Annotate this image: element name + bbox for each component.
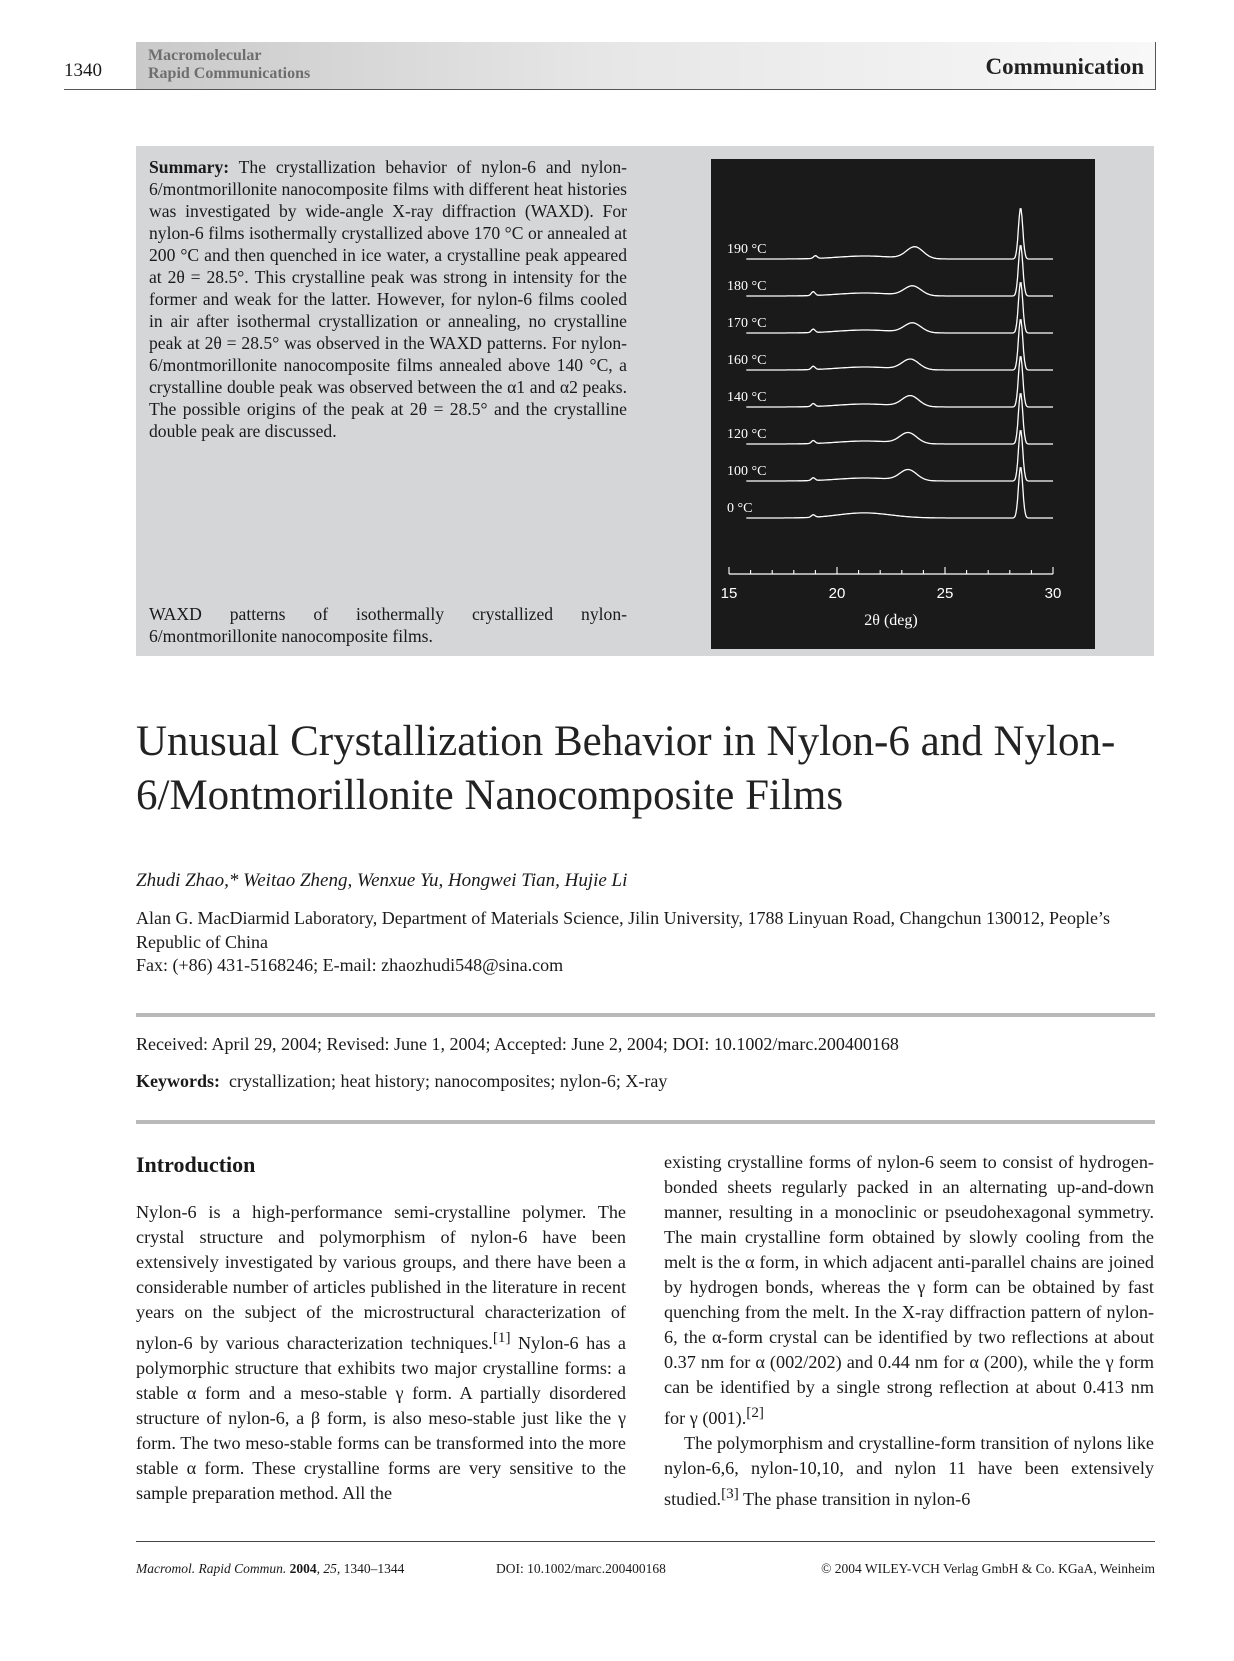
- article-title: Unusual Crystallization Behavior in Nylon-6 and Nylon-6/Montmorillonite Nanocomposite Films: [136, 718, 1116, 819]
- section-label: Communication: [985, 54, 1144, 79]
- header-rule: [64, 89, 1156, 90]
- reference-2: [2]: [746, 1404, 764, 1421]
- footer-journal: Macromol. Rapid Commun.: [136, 1561, 287, 1576]
- section-divider-bottom: [136, 1120, 1155, 1124]
- body-column-right: [664, 1150, 1154, 1512]
- reference-3: [3]: [721, 1485, 739, 1503]
- contact-line: Fax: (+86) 431-5168246; E-mail: zhaozhudi548@sina.com: [136, 955, 564, 975]
- journal-name: [148, 47, 310, 83]
- footer-doi: DOI: 10.1002/marc.200400168: [496, 1561, 666, 1576]
- series-label-7: 100 °C: [727, 464, 767, 479]
- section-divider-top: [136, 1013, 1155, 1017]
- header-edge-line: [1155, 42, 1156, 90]
- received-dates: Received: April 29, 2004; Revised: June 1, 2004; Accepted: June 2, 2004; DOI: 10.1002/marc.200400168: [136, 1034, 899, 1054]
- reference-1: [1]: [492, 1329, 511, 1346]
- paragraph-text: The polymorphism and crystalline-form transition of nylons like nylon-6,6, nylon-10,10, and nylon 11 have been extensively studied.: [664, 1433, 1154, 1510]
- series-line-8: [746, 468, 1053, 518]
- keywords-label: Keywords:: [136, 1071, 220, 1091]
- footer-copyright: © 2004 WILEY-VCH Verlag GmbH & Co. KGaA, Weinheim: [821, 1561, 1155, 1576]
- summary-box: [136, 146, 1154, 656]
- keywords-list: crystallization; heat history; nanocomposites; nylon-6; X-ray: [229, 1071, 668, 1091]
- x-tick-label-1: 15: [720, 585, 738, 602]
- introduction-heading: Introduction: [136, 1152, 256, 1177]
- paragraph-text: Nylon-6 has a polymorphic structure that exhibits two major crystalline forms: a stable α form and a meso-stable γ form. A partially disordered structure of nylon-6, a β form, is also meso-stable just like the γ form. The two meso-stable forms can be transformed into the more stable α form. These crystalline forms are very sensitive to the sample preparation method. All the: [136, 1333, 627, 1504]
- waxd-chart: [711, 159, 1095, 649]
- summary-text: [149, 156, 627, 442]
- footer-rule: [136, 1541, 1155, 1542]
- series-line-7: [746, 431, 1053, 481]
- series-label-6: 120 °C: [727, 427, 767, 442]
- x-tick-label-3: 25: [936, 585, 954, 602]
- summary-body: The crystallization behavior of nylon-6 and nylon-6/montmorillonite nanocomposite films with different heat histories was investigated by wide-angle X-ray diffraction (WAXD). For nylon-6 films isothermally crystallized above 170 °C or annealed at 200 °C and then quenched in ice water, a crystalline peak appeared at 2θ = 28.5°. This crystalline peak was strong in intensity for the former and weak for the latter. However, for nylon-6 films cooled in air after isothermal crystallization or annealing, no crystalline peak at 2θ = 28.5° was observed in the WAXD patterns. For nylon-6/montmorillonite nanocomposite films annealed above 140 °C, a crystalline double peak was observed between the α1 and α2 peaks. The possible origins of the peak at 2θ = 28.5° and the crystalline double peak are discussed.: [149, 157, 627, 441]
- series-label-1: 190 °C: [727, 242, 767, 257]
- paragraph-text: existing crystalline forms of nylon-6 seem to consist of hydrogen-bonded sheets regularly packed in an alternating up-and-down manner, resulting in a monoclinic or pseudohexagonal symmetry. The main crystalline form obtained by slowly cooling from the melt is the α form, in which adjacent anti-parallel chains are joined by hydrogen bonds, whereas the γ form can be obtained by fast quenching from the melt. In the X-ray diffraction pattern of nylon-6, the α-form crystal can be identified by two reflections at about 0.37 nm for α (002/202) and 0.44 nm for α (200), while the γ form can be identified by a single strong reflection at about 0.413 nm for γ (001).: [664, 1152, 1154, 1429]
- figure-caption: WAXD patterns of isothermally crystallized nylon-6/montmorillonite nanocomposite films.: [149, 604, 627, 646]
- footer-year: 2004: [289, 1561, 317, 1576]
- x-axis-label: 2θ (deg): [864, 612, 918, 629]
- paragraph-text: The phase transition in nylon-6: [738, 1489, 971, 1510]
- body-column-left: [136, 1200, 626, 1506]
- waxd-figure: [711, 159, 1095, 649]
- intro-paragraph-1-continued: [664, 1150, 1154, 1431]
- series-label-3: 170 °C: [727, 316, 767, 331]
- footer-volume: 25: [323, 1561, 337, 1576]
- series-line-1: [746, 209, 1053, 259]
- intro-paragraph-1: [136, 1200, 626, 1506]
- journal-name-line2: Rapid Communications: [148, 65, 311, 82]
- journal-name-line1: Macromolecular: [148, 47, 262, 64]
- footer-citation: Macromol. Rapid Commun. 2004, 25, 1340–1344: [136, 1561, 405, 1576]
- series-line-2: [746, 246, 1053, 296]
- series-label-8: 0 °C: [727, 501, 753, 516]
- series-line-4: [746, 320, 1053, 370]
- affiliation-address: Alan G. MacDiarmid Laboratory, Department of Materials Science, Jilin University, 1788 Linyuan Road, Changchun 130012, People’s Republic of China: [136, 908, 1110, 952]
- journal-header-band: [136, 42, 1156, 90]
- author-list: Zhudi Zhao,* Weitao Zheng, Wenxue Yu, Hongwei Tian, Hujie Li: [136, 870, 628, 891]
- summary-label: Summary:: [149, 157, 230, 177]
- intro-paragraph-2: [664, 1431, 1154, 1512]
- x-tick-label-4: 30: [1044, 585, 1062, 602]
- x-tick-label-2: 20: [828, 585, 846, 602]
- affiliation-block: [136, 907, 1156, 978]
- paragraph-text: Nylon-6 is a high-performance semi-crystalline polymer. The crystal structure and polymorphism of nylon-6 have been extensively investigated by various groups, and there have been a considerable number of articles published in the literature in recent years on the subject of the microstructural characterization of nylon-6 by various characterization techniques.: [136, 1202, 626, 1354]
- series-line-3: [746, 283, 1053, 333]
- series-label-2: 180 °C: [727, 279, 767, 294]
- footer-pages: 1340–1344: [343, 1561, 405, 1576]
- keywords-line: [136, 1071, 667, 1092]
- series-label-4: 160 °C: [727, 353, 767, 368]
- page-number: 1340: [64, 60, 102, 81]
- series-label-5: 140 °C: [727, 390, 767, 405]
